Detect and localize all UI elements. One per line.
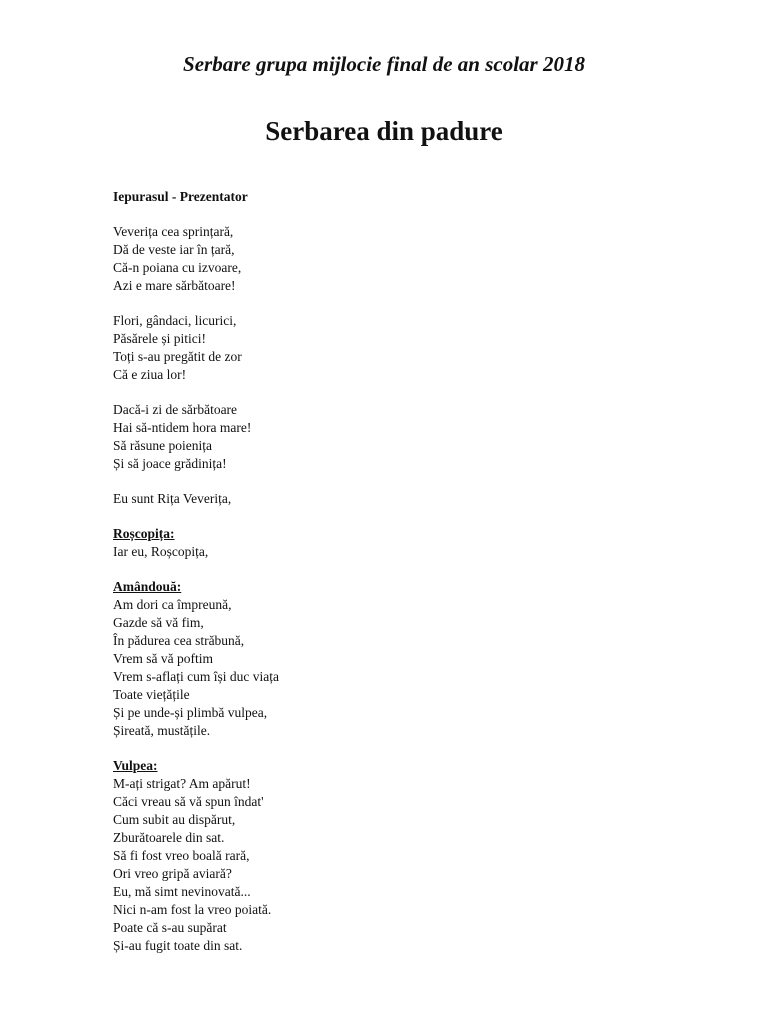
poem-body (113, 188, 673, 955)
verse-line: Ori vreo gripă aviară? (113, 866, 232, 881)
verse-line: Că e ziua lor! (113, 367, 187, 382)
verse-line: Am dori ca împreună, (113, 597, 232, 612)
stanza (113, 401, 673, 473)
verse-line: În pădurea cea străbună, (113, 633, 245, 648)
stanza (113, 490, 673, 508)
verse-line: Vrem s-aflați cum își duc viața (113, 669, 280, 684)
verse-line: Că-n poiana cu izvoare, (113, 260, 242, 275)
verse-line: Să fi fost vreo boală rară, (113, 848, 250, 863)
verse-line: Toate viețățile (113, 687, 190, 702)
document-subtitle: Serbare grupa mijlocie final de an scolar 2018 (183, 52, 585, 76)
stanza (113, 543, 673, 561)
verse-line: Dacă-i zi de sărbătoare (113, 402, 238, 417)
verse-line: Păsărele și pitici! (113, 331, 206, 346)
verse-line: Vrem să vă poftim (113, 651, 214, 666)
verse-line: Și-au fugit toate din sat. (113, 938, 243, 953)
speaker-heading: Roșcopița: (113, 526, 175, 541)
verse-line: M-ați strigat? Am apărut! (113, 776, 251, 791)
verse-line: Și să joace grădinița! (113, 456, 227, 471)
verse-line: Veverița cea sprințară, (113, 224, 234, 239)
verse-line: Gazde să vă fim, (113, 615, 204, 630)
verse-line: Toți s-au pregătit de zor (113, 349, 242, 364)
verse-line: Căci vreau să vă spun îndat' (113, 794, 264, 809)
verse-line: Și pe unde-și plimbă vulpea, (113, 705, 268, 720)
stanza (113, 312, 673, 384)
speaker-heading: Iepurasul - Prezentator (113, 189, 248, 204)
verse-line: Flori, gândaci, licurici, (113, 313, 237, 328)
verse-line: Poate că s-au supărat (113, 920, 227, 935)
verse-line: Cum subit au dispărut, (113, 812, 236, 827)
stanza (113, 223, 673, 295)
document-title: Serbarea din padure (265, 116, 503, 146)
verse-line: Să răsune poienița (113, 438, 212, 453)
verse-line: Azi e mare sărbătoare! (113, 278, 236, 293)
speaker-heading: Amândouă: (113, 579, 182, 594)
verse-line: Eu sunt Rița Veverița, (113, 491, 232, 506)
verse-line: Nici n-am fost la vreo poiată. (113, 902, 272, 917)
verse-line: Șireată, mustățile. (113, 723, 211, 738)
stanza (113, 775, 673, 955)
stanza (113, 596, 673, 740)
verse-line: Iar eu, Roșcopița, (113, 544, 209, 559)
speaker-heading: Vulpea: (113, 758, 158, 773)
verse-line: Eu, mă simt nevinovată... (113, 884, 251, 899)
verse-line: Hai să-ntidem hora mare! (113, 420, 252, 435)
verse-line: Dă de veste iar în țară, (113, 242, 235, 257)
verse-line: Zburătoarele din sat. (113, 830, 225, 845)
